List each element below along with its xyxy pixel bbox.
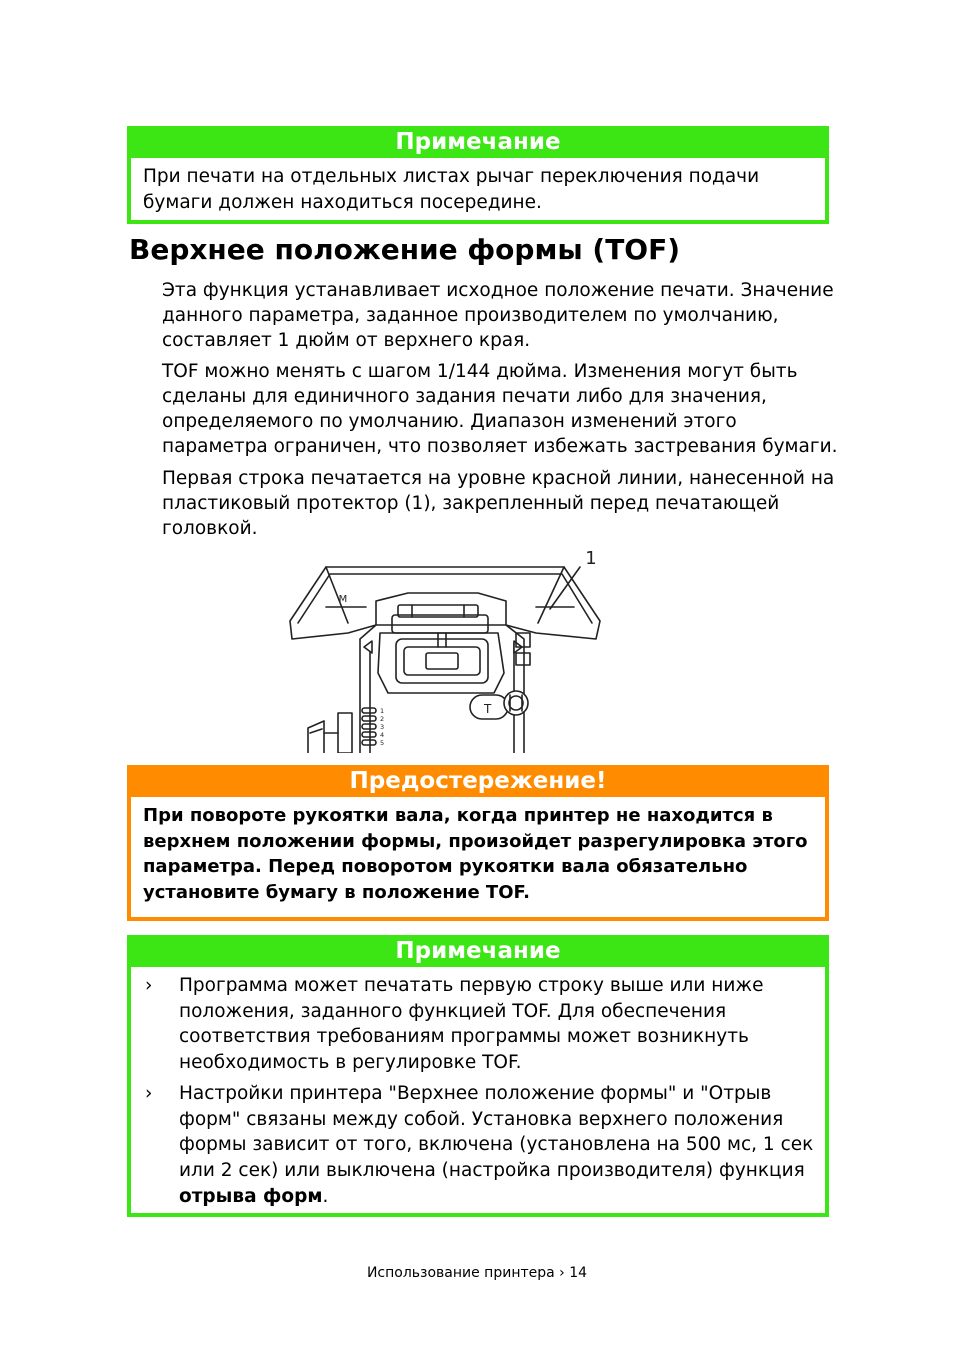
- paragraph-first-line: Первая строка печатается на уровне красной линии, нанесенной на пластиковый протектор (1), закрепленный перед печатающей головкой.: [162, 468, 835, 539]
- paragraph-step: TOF можно менять с шагом 1/144 дюйма. Изменения могут быть сделаны для единичного задания печати либо для значения, определяемого по умолчанию. Диапазон изменений этого параметра ограничен, что позволяет избежать застревания бумаги.: [162, 361, 838, 457]
- list-item-text-end: .: [322, 1185, 329, 1207]
- list-item-text: Программа может печатать первую строку выше или ниже положения, заданного функцией TOF. Для обеспечения соответствия требованиям программы может возникнуть необходимость в регулировке TOF.: [179, 975, 764, 1074]
- list-item: [143, 973, 815, 1076]
- scale-label: 5: [380, 739, 385, 747]
- list-item-text: [179, 1081, 815, 1210]
- bullet-mark: ›: [145, 975, 153, 996]
- scale-label: 4: [380, 731, 385, 739]
- warning-title: Предостережение!: [127, 765, 829, 797]
- note-box: [127, 935, 829, 1217]
- note-list: [131, 967, 825, 1215]
- svg-text:T: T: [484, 702, 492, 716]
- footer-separator: ›: [559, 1265, 565, 1281]
- scale-label: 3: [380, 723, 385, 731]
- page-number: 14: [569, 1265, 588, 1281]
- page-footer: [0, 1265, 954, 1281]
- scale-label: 2: [380, 715, 385, 723]
- section-title: Верхнее положение формы (TOF): [129, 233, 681, 266]
- lever-label: M: [338, 594, 348, 605]
- warning-box: [127, 765, 829, 921]
- note-text: При печати на отдельных листах рычаг переключения подачи бумаги должен находиться посередине.: [143, 166, 760, 213]
- note-title: Примечание: [127, 935, 829, 967]
- printhead-illustration: [288, 543, 618, 753]
- callout-label: 1: [585, 548, 597, 569]
- list-item-text-bold: отрыва форм: [179, 1185, 323, 1207]
- footer-text: Использование принтера: [366, 1265, 555, 1281]
- note-title: Примечание: [127, 126, 829, 158]
- paragraph-intro: Эта функция устанавливает исходное положение печати. Значение данного параметра, заданное производителем по умолчанию, составляет 1 дюйм от верхнего края.: [162, 280, 834, 351]
- bullet-mark: ›: [145, 1082, 153, 1104]
- list-item-text-main: Настройки принтера "Верхнее положение формы" и "Отрыв форм" связаны между собой. Установка верхнего положения формы зависит от того, включена (установлена на 500 мс, 1 сек или 2 сек) или выключена (настройка производителя) функция: [179, 1082, 814, 1181]
- note-box: [127, 126, 829, 224]
- scale-label: 1: [380, 707, 385, 715]
- list-item: [143, 1081, 815, 1210]
- warning-text: При повороте рукоятки вала, когда принтер не находится в верхнем положении формы, произойдет разрегулировка этого параметра. Перед поворотом рукоятки вала обязательно установите бумагу в положение TOF.: [143, 805, 808, 904]
